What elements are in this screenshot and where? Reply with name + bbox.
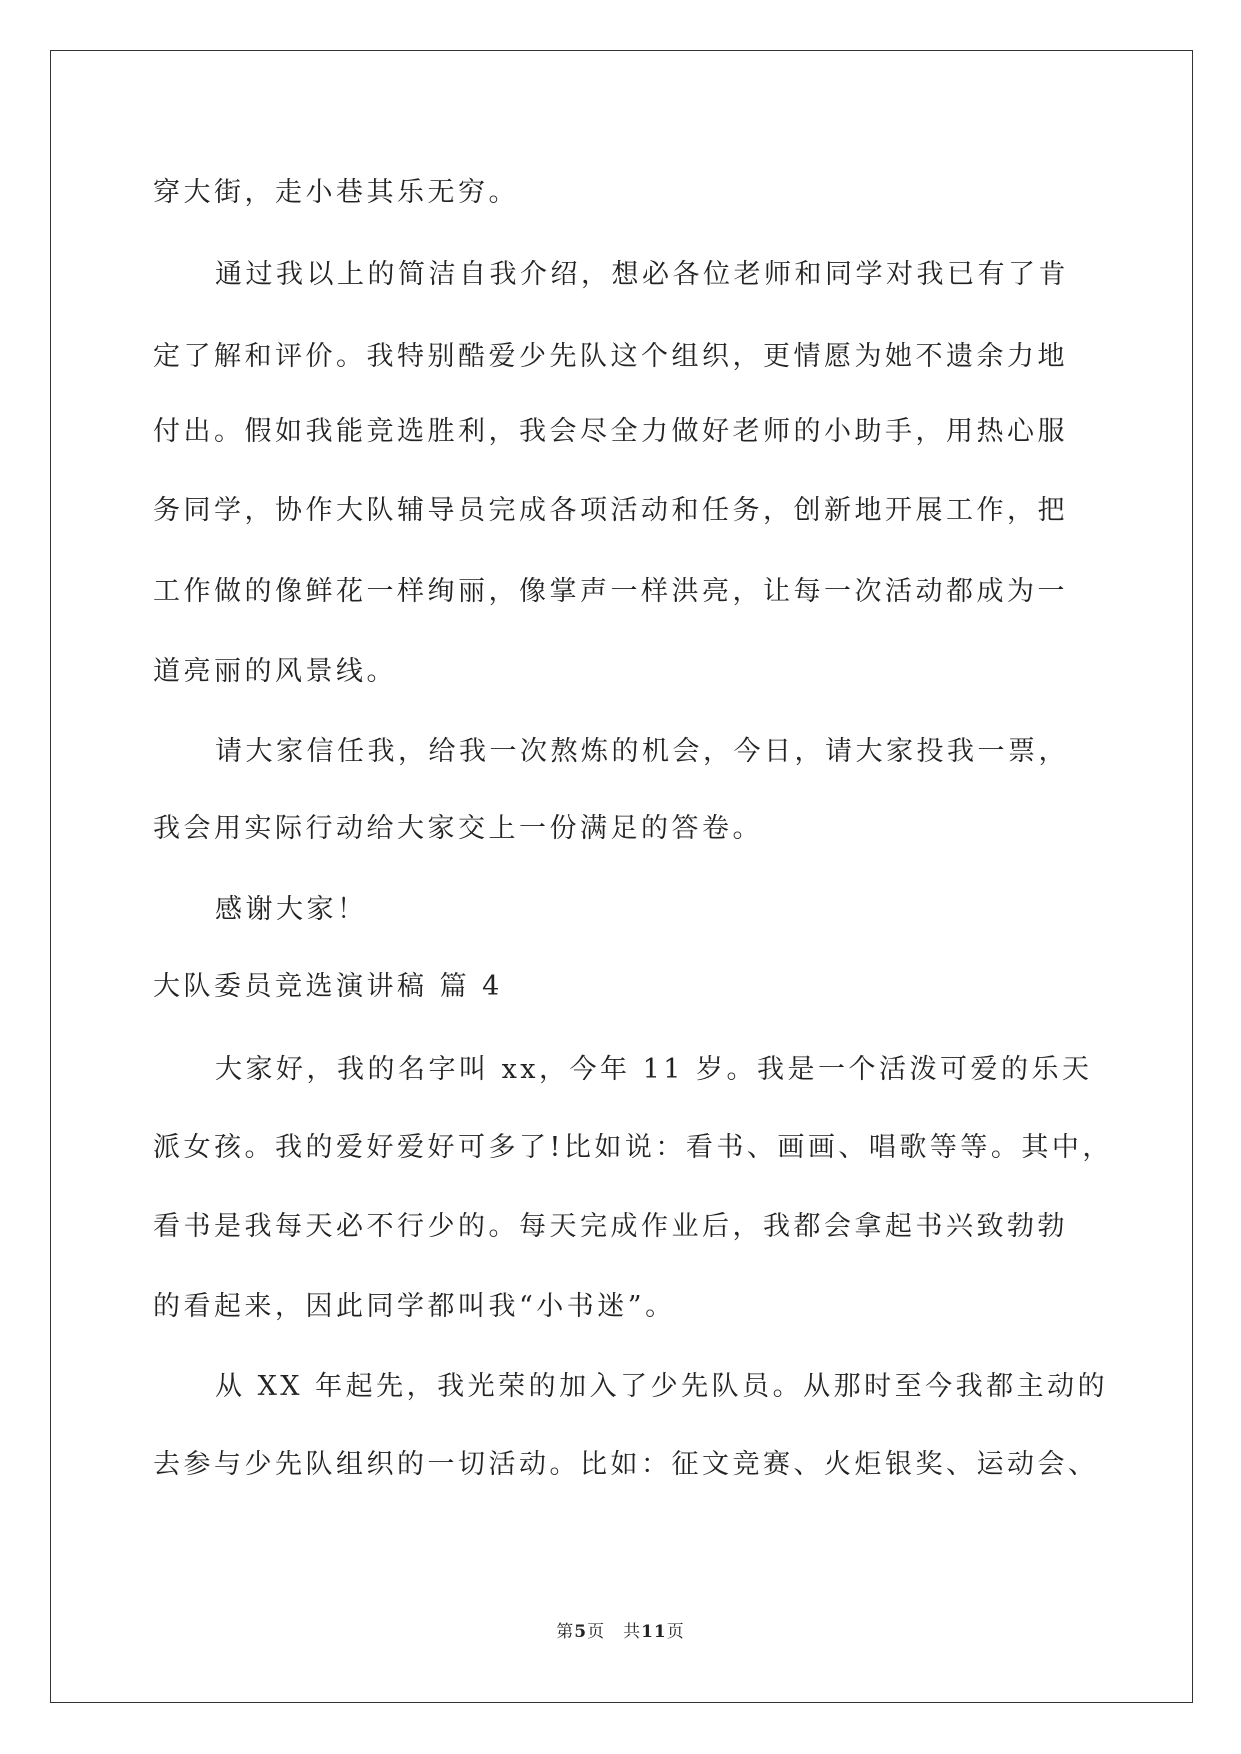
footer-prefix: 第: [556, 1622, 575, 1642]
text-line: 工作做的像鲜花一样绚丽，像掌声一样洪亮，让每一次活动都成为一: [153, 576, 1068, 607]
text-line: 派女孩。我的爱好爱好可多了!比如说：看书、画画、唱歌等等。其中，: [153, 1132, 1113, 1163]
text-line: 务同学，协作大队辅导员完成各项活动和任务，创新地开展工作，把: [153, 495, 1068, 526]
text-line: 感谢大家！: [215, 894, 368, 925]
text-line: 通过我以上的简洁自我介绍，想必各位老师和同学对我已有了肯: [215, 259, 1069, 290]
text-line: 穿大街，走小巷其乐无穷。: [153, 177, 519, 208]
text-line: 定了解和评价。我特别酷爱少先队这个组织，更情愿为她不遗余力地: [153, 341, 1068, 372]
text-line: 道亮丽的风景线。: [153, 656, 397, 687]
section-heading: 大队委员竞选演讲稿 篇 4: [153, 971, 503, 1002]
text-line: 请大家信任我，给我一次熬炼的机会，今日，请大家投我一票，: [215, 736, 1069, 767]
text-line: 的看起来，因此同学都叫我“小书迷”。: [153, 1291, 676, 1322]
footer-suffix: 页: [666, 1622, 685, 1642]
text-line: 我会用实际行动给大家交上一份满足的答卷。: [153, 813, 763, 844]
text-line: 去参与少先队组织的一切活动。比如：征文竞赛、火炬银奖、运动会、: [153, 1449, 1099, 1480]
text-line: 付出。假如我能竞选胜利，我会尽全力做好老师的小助手，用热心服: [153, 416, 1068, 447]
text-line: 看书是我每天必不行少的。每天完成作业后，我都会拿起书兴致勃勃: [153, 1211, 1068, 1242]
footer-page-number: 5: [574, 1622, 588, 1642]
footer-page-total: 11: [641, 1622, 667, 1642]
footer-mid: 页 共: [587, 1622, 642, 1642]
page-footer: [0, 1617, 1241, 1642]
text-line: 大家好，我的名字叫 xx，今年 11 岁。我是一个活泼可爱的乐天: [215, 1054, 1093, 1085]
text-line: 从 XX 年起先，我光荣的加入了少先队员。从那时至今我都主动的: [215, 1371, 1109, 1402]
